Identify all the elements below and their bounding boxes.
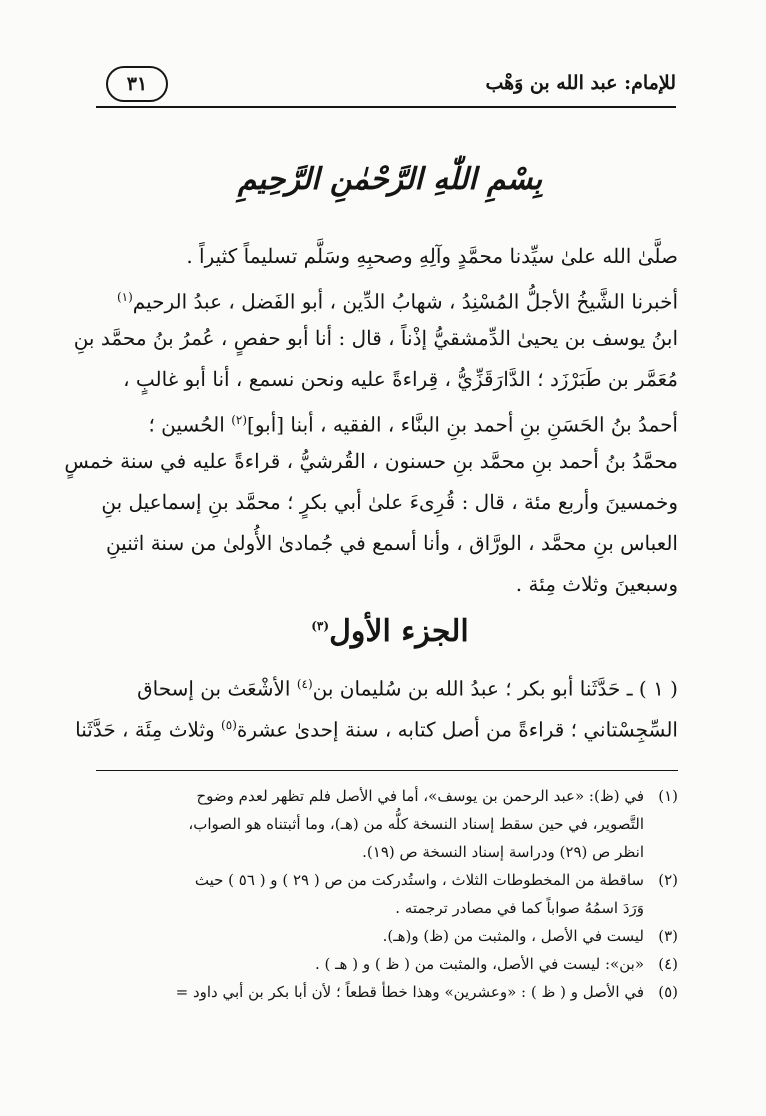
hadith-text [75, 664, 678, 746]
footnote-ref: (٢) [231, 413, 248, 427]
body-line: ابنُ يوسف بن يحيىٰ الدِّمشقيُّ إذْناً ، قال : أنا أبو حفصٍ ، عُمرُ بنُ محمَّد بنِ [73, 326, 678, 350]
footnote-body [96, 782, 644, 866]
footnote [96, 866, 678, 922]
footnote-ref: (٣) [311, 619, 330, 633]
footnote-number: (١) [658, 787, 678, 805]
body-line-text: أحمدُ بنُ الحَسَنِ بنِ أحمد بنِ البنَّاء ، الفقيه ، أبنا [أبو] [247, 412, 678, 437]
body-line: العباس بنِ محمَّد ، الورَّاق ، وأنا أسمع في جُمادىٰ الأُولىٰ من سنة اثنينِ [105, 531, 678, 555]
page-header [96, 62, 676, 102]
basmala: بِسْمِ اللّٰهِ الرَّحْمٰنِ الرَّحِيمِ [237, 162, 543, 197]
footnote-number: (٣) [658, 927, 678, 945]
footnotes-rule [96, 770, 678, 771]
hadith-line-tail: الأشْعَث بن إسحاق [137, 676, 297, 701]
hadith-line-tail: وثلاث مِئَة ، حَدَّثَنا [75, 717, 222, 742]
footnote-line: «بن»: ليست في الأصل، والمثبت من ( ظ ) و ( هـ ) . [314, 955, 644, 973]
footnote [96, 782, 678, 866]
footnote-body [96, 922, 644, 950]
footnote-line: ليست في الأصل ، والمثبت من (ظ) و(هـ). [382, 927, 644, 945]
section-heading-text: الجزء الأول [329, 614, 469, 649]
body-line-text: أخبرنا الشَّيخُ الأجلُّ المُسْنِدُ ، شهابُ الدِّين ، أبو الفَضل ، عبدُ الرحيم [132, 289, 678, 314]
footnote-line: في (ظ): «عبد الرحمن بن يوسف»، أما في الأصل فلم تظهر لعدم وضوح [196, 787, 644, 805]
footnote-body [96, 950, 644, 978]
footnote-ref: (٥) [221, 718, 237, 732]
footnote-line: ساقطة من المخطوطات الثلاث ، واستُدركت من ص ( ٢٩ ) و ( ٥٦ ) حيث [194, 871, 644, 889]
footnotes [96, 782, 678, 1006]
footnote-line: وَرَدَ اسمُهُ صواباً كما في مصادر ترجمته . [395, 899, 644, 917]
body-line: وسبعينَ وثلاث مِئة . [515, 572, 678, 596]
section-heading [200, 598, 580, 654]
running-head: للإمام: عبد الله بن وَهْب [485, 72, 676, 94]
footnote-number: (٢) [658, 871, 678, 889]
footnote-ref: (١) [116, 290, 133, 304]
body-line: محمَّدُ بنُ أحمد بنِ محمَّد بنِ حسنون ، القُرشيُّ ، قراءةً عليه في سنة خمسٍ [64, 449, 678, 473]
footnote-body [96, 978, 644, 1006]
footnote [96, 978, 678, 1006]
footnote [96, 950, 678, 978]
hadith-line [75, 705, 678, 746]
hadith-line-text: ( ١ ) ـ حَدَّثَنا أبو بكر ؛ عبدُ الله بن سُليمان بن [312, 676, 678, 701]
body-text [64, 236, 678, 605]
body-line: صلَّىٰ الله علىٰ سيِّدنا محمَّدٍ وآلِهِ وصحبِهِ وسَلَّم تسليماً كثيراً . [186, 244, 678, 268]
footnote-line: التَّصوير، في حين سقط إسناد النسخة كلُّه من (هـ)، وما أثبتناه هو الصواب، [188, 815, 644, 833]
body-line [96, 277, 678, 318]
hadith-line-text: السِّجِسْتاني ؛ قراءةً من أصل كتابه ، سنة إحدىٰ عشرة [236, 717, 678, 742]
footnote-ref: (٤) [296, 677, 313, 691]
body-line-tail: الحُسين ؛ [148, 412, 232, 437]
body-line [96, 400, 678, 441]
hadith-line [96, 664, 678, 705]
body-line: وخمسينَ وأربع مئة ، قال : قُرِىءَ علىٰ أبي بكرٍ ؛ محمَّد بنِ إسماعيل بنِ [101, 490, 678, 514]
footnote-number: (٥) [658, 983, 678, 1001]
page-number: ٣١ [106, 66, 168, 102]
footnote-number: (٤) [658, 955, 678, 973]
footnote [96, 922, 678, 950]
footnote-body [96, 866, 644, 922]
footnote-line: انظر ص (٢٩) ودراسة إسناد النسخة ص (١٩). [362, 843, 644, 861]
body-line: مُعَمَّر بن طَبَرْزَد ؛ الدَّارَقَزِّيُّ ، قِراءةً عليه ونحن نسمع ، أنا أبو غالبٍ ، [123, 367, 678, 391]
footnote-line: في الأصل و ( ظ ) : «وعشرين» وهذا خطأ قطعاً ؛ لأن أبا بكر بن أبي داود = [175, 983, 644, 1001]
header-rule [96, 106, 676, 108]
